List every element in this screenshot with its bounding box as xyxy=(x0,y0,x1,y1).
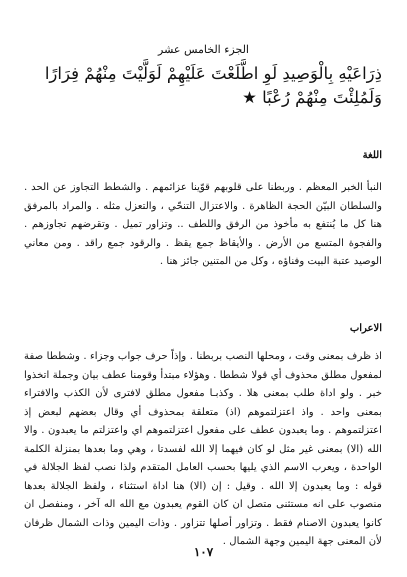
section-title-irab: الاعراب xyxy=(349,323,382,334)
irab-paragraph: اذ ظرف بمعنى وقت ، ومحلها النصب بربطنا . وإذاً حرف جواب وجزاء . وشططا صفة لمفعول مطلق محذوف أي قولا شططا . وهؤلاء مبتدأ وقومنا عطف بيان وجملة اتخذوا خبر . ولو اداة طلب بمعنى هلا . وكذبـا مفعول مطلق لافترى لأن الكذب والافتراء بمعنى واحد . واذ اعتزلتموهم (اذ) متعلقة بمحذوف أي وقال بعضهم لبعض إذ اعتزلتموهم . وما يعبدون عطف على مفعول اعتزلتموهم اي واعتزلتم ما يعبدون . والا الله (الا) بمعنى غير مثل لو كان فيهما إلا الله لفسدتا ، وهي وما بعدها بمنزلة الكلمة الواحدة ، ويعرب الاسم الذي يليها بحسب العامل المتقدم ولذا نصب لفظ الجلالة في قوله : وما يعبدون إلا الله . وقيل : إن (الا) هنا اداة استثناء ، ولفظ الجلالة بعدها منصوب على انه مستثنى متصل ان كان القوم يعبدون مع الله اله آخر ، ومنفصل ان كانوا يعبدون الاصنام فقط . وتزاور أصلها تتزاور . وذات اليمين وذات الشمال ظرفان لأن المعنى جهة اليمين وجهة الشمال . xyxy=(24,351,382,547)
running-header: الجزء الخامس عشر xyxy=(158,43,249,56)
lugha-paragraph: النبأ الخبر المعظم . وربطنا على قلوبهم قوّينا عزائمهم . والشطط التجاوز عن الحد . والسلطان البيّن الحجة الظاهرة . والاعتزال التنحّي ، والتعزل مثله . والمراد بالمرفق هنا كل ما يُنتفع به مأخوذ من الرفق واللطف .. وتزاور تميل . وتقرضهم تجاوزهم . والفجوة المتسع من الأرض . والأيقاظ جمع يقظ . والرقود جمع راقد . ومن معاني الوصيد عتبة البيت وفناؤه ، وكل من المتنين جائز هنا . xyxy=(24,182,382,267)
section-title-lugha: اللغة xyxy=(362,150,382,161)
page-number: ١٠٧ xyxy=(193,545,214,559)
quran-verse: ذِرَاعَيْهِ بِالْوَصِيدِ لَوِ اطَّلَعْتَ عَلَيْهِمْ لَوَلَّيْتَ مِنْهُمْ فِرَارًا وَلَمُلِئْتَ مِنْهُمْ رُعْبًا ★ xyxy=(44,64,382,107)
